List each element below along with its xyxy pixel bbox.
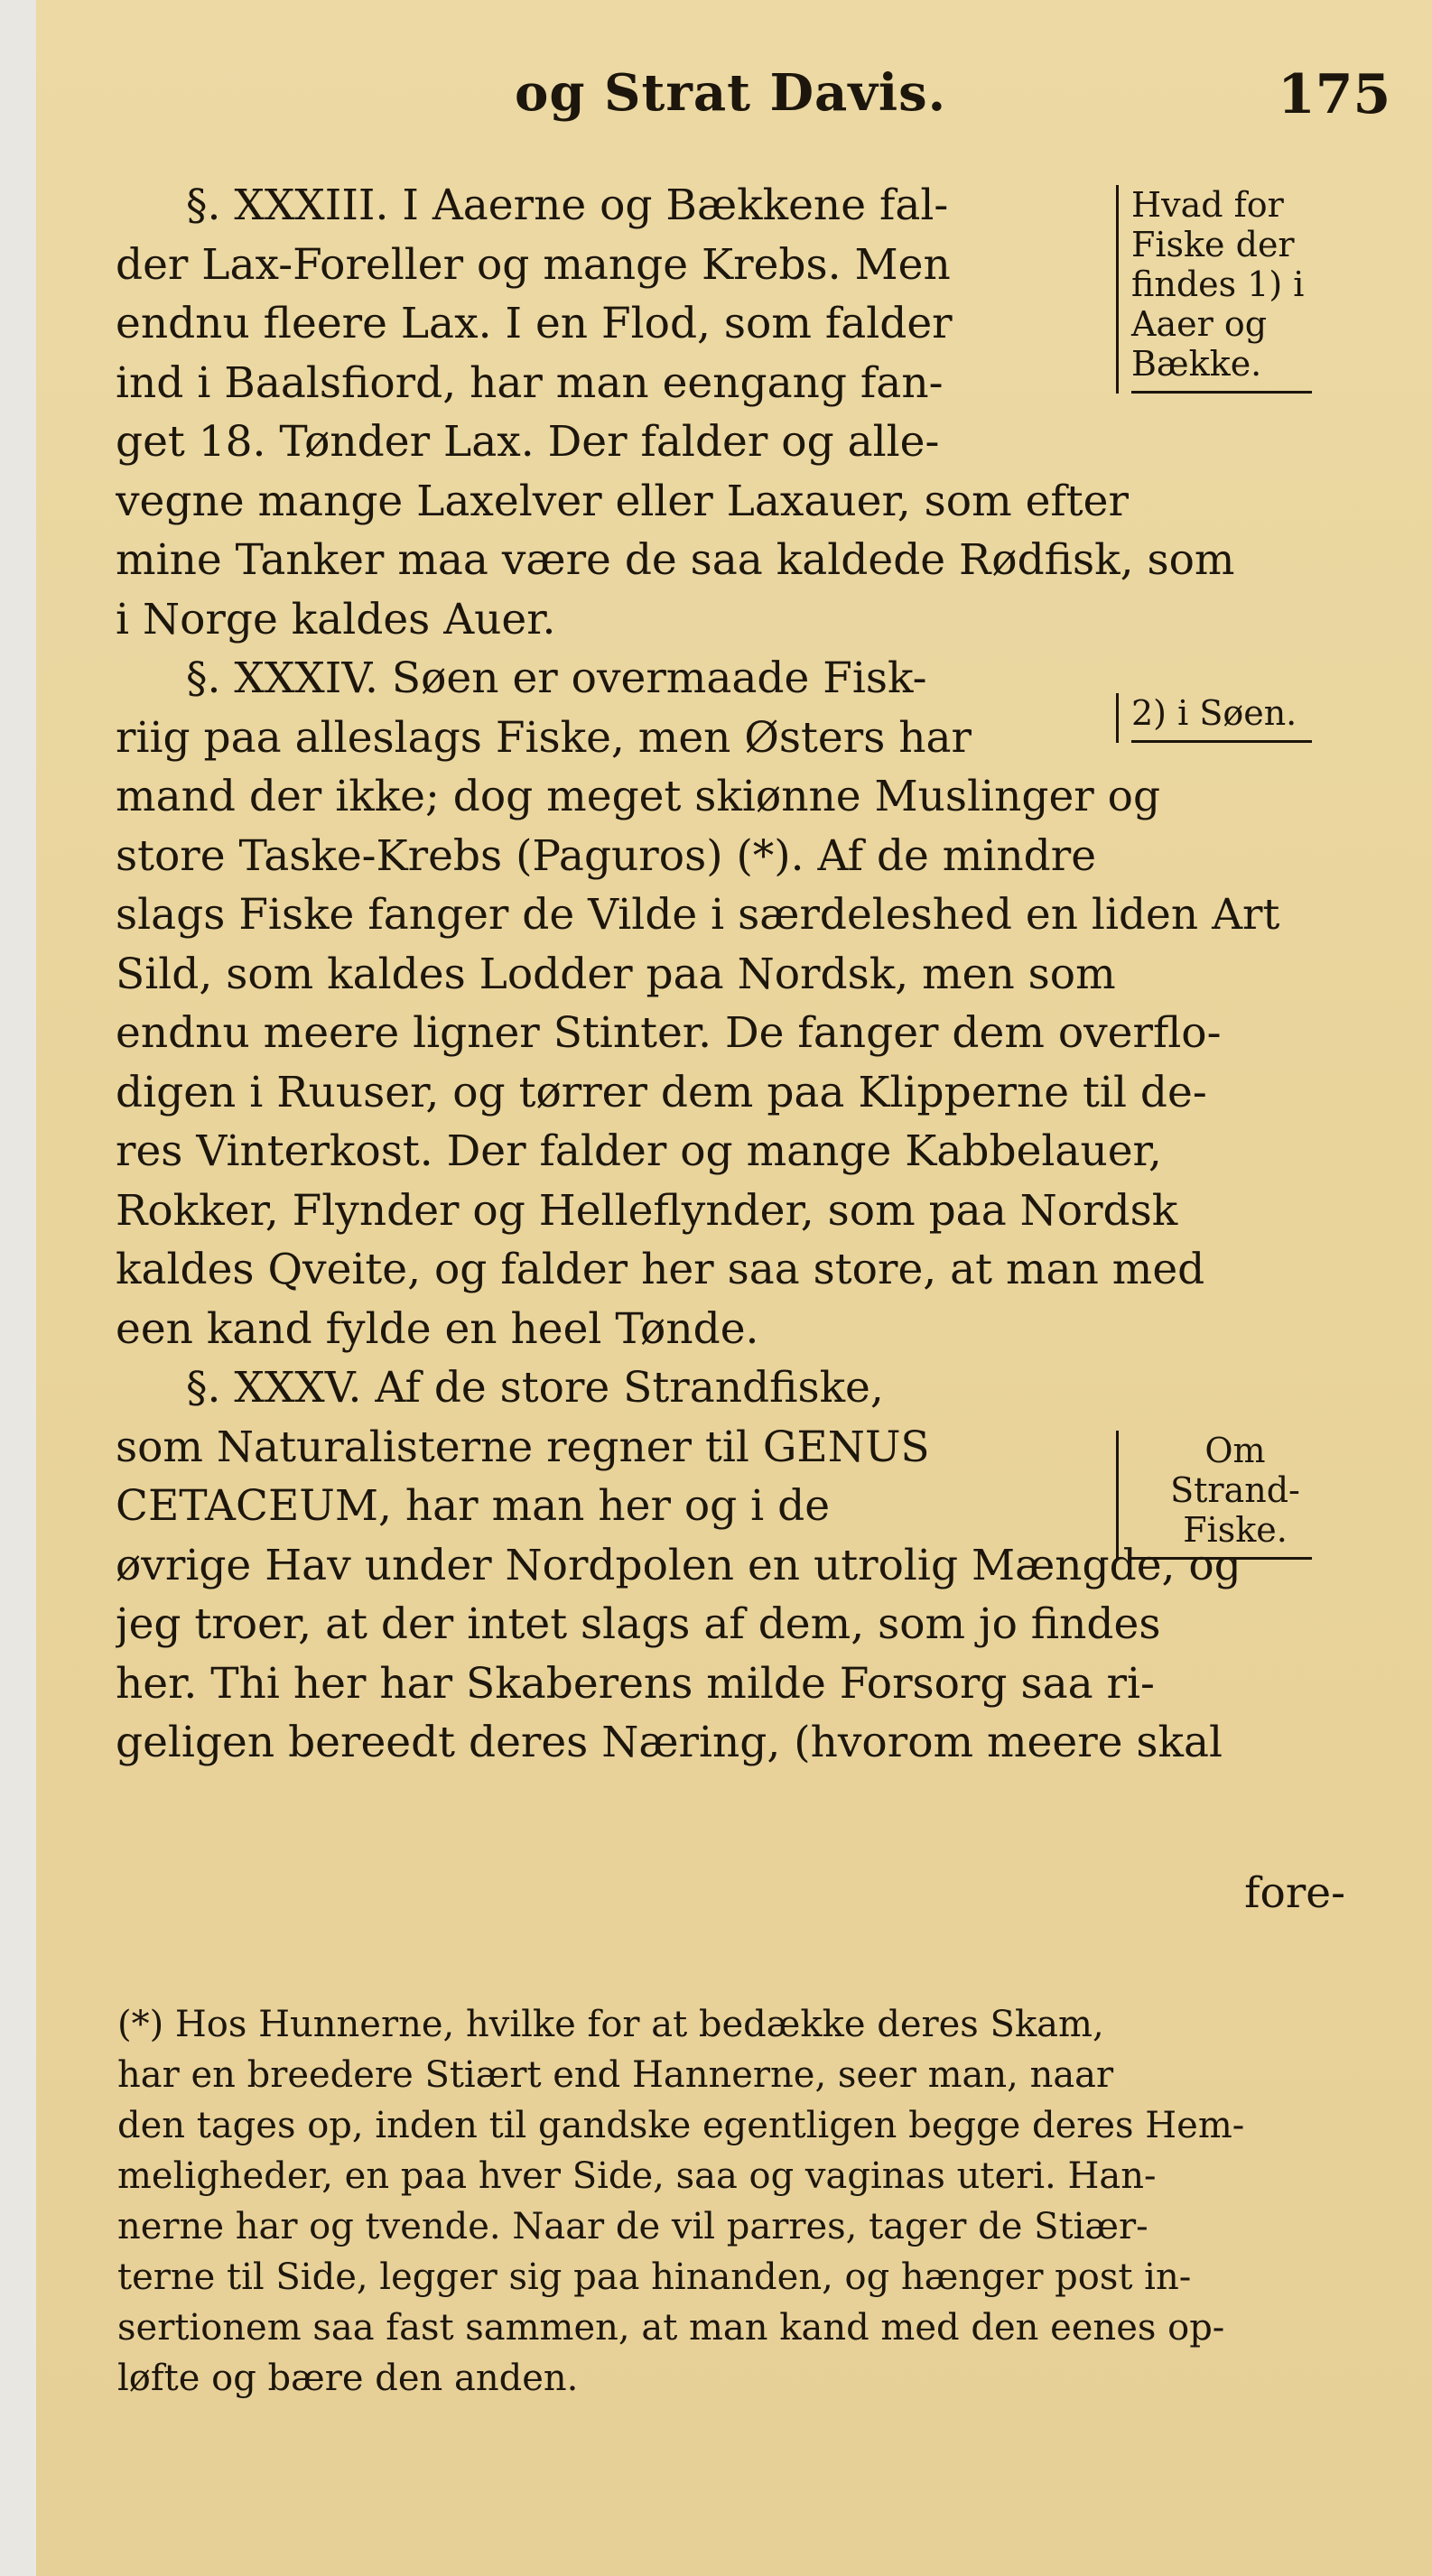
book-page [36,0,1432,2576]
body-line: jeg troer, at der intet slags af dem, som jo findes [116,1599,1161,1649]
margin-note-line: Strand- [1170,1470,1300,1510]
page-number: 175 [1278,63,1391,126]
body-line: endnu fleere Lax. I en Flod, som falder [116,299,953,348]
footnote-line: nerne har og tvende. Naar de vil parres, tager de Stiær- [117,2206,1148,2247]
body-line: een kand fylde en heel Tønde. [116,1303,759,1354]
body-line: endnu meere ligner Stinter. De fanger dem overflo- [116,1008,1222,1058]
body-line: §. XXXIII. I Aaerne og Bækkene fal- [186,181,949,230]
body-line: kaldes Qveite, og falder her saa store, at man med [116,1245,1205,1294]
margin-note [1116,1431,1339,1560]
margin-note [1116,185,1339,394]
body-line: §. XXXV. Af de store Strandfiske, [186,1363,884,1413]
body-line: riig paa alleslags Fiske, men Østers har [116,712,972,763]
body-line: geligen bereedt deres Næring, (hvorom meere skal [116,1718,1223,1767]
margin-note-line: Bække. [1131,344,1262,384]
body-line: vegne mange Laxelver eller Laxauer, som efter [116,476,1129,526]
body-line: i Norge kaldes Auer. [116,594,556,644]
body-line: ind i Baalsfiord, har man eengang fan- [116,357,944,408]
margin-note-line: Hvad for [1131,185,1284,225]
footnote-line: har en breedere Stiært end Hannerne, seer man, naar [117,2054,1114,2096]
body-line: res Vinterkost. Der falder og mange Kabbelauer, [116,1126,1162,1176]
margin-note-line: Om [1204,1431,1266,1470]
margin-note-line: findes 1) i [1131,264,1305,304]
margin-rule [1131,740,1312,743]
margin-note-line: 2) i Søen. [1131,693,1297,733]
margin-rule [1131,1557,1312,1560]
body-line: digen i Ruuser, og tørrer dem paa Klipperne til de- [116,1067,1207,1117]
body-line: §. XXXIV. Søen er overmaade Fisk- [186,653,927,703]
margin-note-line: Fiske. [1183,1510,1288,1550]
catchword: fore- [1244,1868,1345,1918]
margin-rule [1131,391,1312,394]
body-line: mine Tanker maa være de saa kaldede Rødfisk, som [116,535,1235,585]
footnote [117,1999,1399,2404]
body-line: som Naturalisterne regner til GENUS [116,1422,930,1472]
margin-note-line: Aaer og [1131,304,1268,344]
body-line: slags Fiske fanger de Vilde i særdeleshed en liden Art [116,890,1280,940]
body-line: her. Thi her har Skaberens milde Forsorg saa ri- [116,1658,1155,1709]
running-title: og Strat Davis. [515,63,947,123]
body-line: get 18. Tønder Lax. Der falder og alle- [116,417,940,467]
body-line: der Lax-Foreller og mange Krebs. Men [116,239,951,290]
body-line: store Taske-Krebs (Paguros) (*). Af de mindre [116,830,1097,881]
body-line: CETACEUM, har man her og i de [116,1481,831,1531]
footnote-line: den tages op, inden til gandske egentligen begge deres Hem- [117,2105,1245,2146]
body-line: mand der ikke; dog meget skiønne Muslinger og [116,772,1161,821]
body-line: øvrige Hav under Nordpolen en utrolig Mængde, og [116,1540,1241,1590]
footnote-line: sertionem saa fast sammen, at man kand med den eenes op- [117,2307,1225,2349]
margin-note [1116,693,1339,743]
footnote-line: løfte og bære den anden. [117,2358,579,2399]
margin-note-line: Fiske der [1131,225,1295,264]
body-line: Sild, som kaldes Lodder paa Nordsk, men som [116,949,1116,999]
footnote-line: terne til Side, legger sig paa hinanden, og hænger post in- [117,2256,1192,2298]
scan-edge [0,0,36,2576]
footnote-line: meligheder, en paa hver Side, saa og vaginas uteri. Han- [117,2155,1157,2197]
body-line: Rokker, Flynder og Helleflynder, som paa Nordsk [116,1185,1178,1236]
footnote-line: (*) Hos Hunnerne, hvilke for at bedække deres Skam, [117,2004,1104,2045]
